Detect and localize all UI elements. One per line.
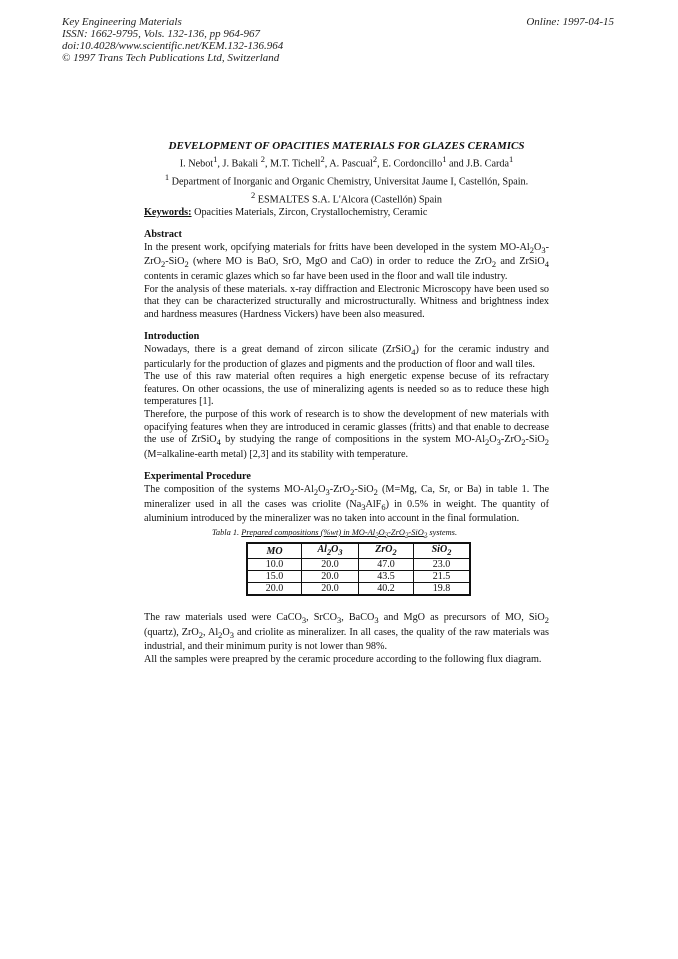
journal-name: Key Engineering Materials (62, 16, 182, 28)
table-cell: 20.0 (302, 571, 359, 583)
column-header-mo: MO (247, 543, 302, 559)
table-cell: 20.0 (247, 583, 302, 596)
keywords-line (144, 207, 549, 220)
introduction-paragraph-1: Nowadays, there is a great demand of zircon silicate (ZrSiO$_4$) for the ceramic industry and particularly for the production of glazes and pigments and the production of floor and wall tiles. (144, 343, 549, 370)
affiliation-1: $^1$ Department of Inorganic and Organic Chemistry, Universitat Jaume I, Castellón, Spain. (164, 171, 529, 187)
column-header-sio2: SiO$_2$ (414, 543, 471, 559)
keywords-label: Keywords: (144, 206, 192, 218)
table-row (247, 559, 470, 571)
introduction-heading: Introduction (144, 331, 200, 343)
column-header-zro2: ZrO$_2$ (359, 543, 414, 559)
journal-header (62, 16, 283, 64)
table-cell: 20.0 (302, 559, 359, 571)
experimental-paragraph-1: The composition of the systems $MO-Al_2O_3-ZrO_2-SiO_2$ (M=Mg, Ca, Sr, or Ba) in table 1. The mineralizer used in all the cases was criolite $(Na_3AlF_6)$ in 0.5% in weight. The quantity of aluminium introduced by the mineralizer was no taken into account in the final formulation. (144, 483, 549, 525)
experimental-paragraph-3: All the samples were preapred by the ceramic procedure according to the following flux diagram. (144, 653, 542, 665)
introduction-paragraph-3: Therefore, the purpose of this work of research is to show the development of new materials with opacifying features when they are introduced in ceramic glasses (fritts) and that enable to decrease the use of ZrSiO$_4$ by studying the range of compositions in the system $MO-Al_2O_3-ZrO_2-SiO_2$ (M=alkaline-earth metal) [2,3] and its stability with temperature. (144, 408, 550, 460)
table-cell: 15.0 (247, 571, 302, 583)
keywords-text: Opacities Materials, Zircon, Crystallochemistry, Ceramic (191, 206, 428, 218)
copyright-line: © 1997 Trans Tech Publications Ltd, Switzerland (62, 52, 280, 64)
table-header-row (247, 543, 470, 559)
table-cell: 19.8 (414, 583, 471, 596)
title-block (144, 140, 549, 207)
abstract-paragraph-2: For the analysis of these materials. x-ray diffraction and Electronic Microscopy have been used so that they can be characterized structurally and microstructurally. Whitness and brightness index and hardness measures (Hardness Vickers) have been also measured. (144, 283, 549, 320)
paper-body (144, 140, 549, 667)
table-row (247, 583, 470, 596)
table-cell: 43.5 (359, 571, 414, 583)
abstract-paragraph-1: In the present work, opcifying materials for fritts have been developed in the system $MO-Al_2O_3-ZrO_2-SiO_2$ (where MO is BaO, SrO, MgO and CaO) in order to reduce the ZrO$_2$ and ZrSiO$_4$ contents in ceramic glazes which so far have been used in the floor and wall tile industry. (144, 241, 549, 282)
table-row (247, 571, 470, 583)
table-caption: Tabla 1. Prepared compositions (%wt) in $MO-Al_2O_3-ZrO_2-SiO_2$ systems. (212, 527, 458, 540)
composition-table (246, 542, 471, 596)
paper-title: DEVELOPMENT OF OPACITIES MATERIALS FOR GLAZES CERAMICS (168, 140, 525, 152)
table-cell: 23.0 (414, 559, 471, 571)
experimental-heading: Experimental Procedure (144, 471, 251, 483)
issn-line: ISSN: 1662-9795, Vols. 132-136, pp 964-967 (62, 28, 260, 40)
doi-line: doi:10.4028/www.scientific.net/KEM.132-136.964 (62, 40, 284, 52)
table-cell: 47.0 (359, 559, 414, 571)
online-date: Online: 1997-04-15 (526, 16, 614, 28)
abstract-heading: Abstract (144, 229, 182, 241)
column-header-al2o3: $Al_2O_3$ (302, 543, 359, 559)
table-cell: 21.5 (414, 571, 471, 583)
affiliation-2: $^2$ ESMALTES S.A. L'Alcora (Castellón) Spain (250, 189, 443, 205)
table-cell: 20.0 (302, 583, 359, 596)
experimental-paragraph-2: The raw materials used were CaCO$_3$, SrCO$_3$, BaCO$_3$ and MgO as precursors of MO, SiO$_2$ (quartz), ZrO$_2$, $Al_2O_3$ and criolite as mineralizer. In all cases, the quality of the raw materials was industrial, and their minimum purity is not lower than 98%. (144, 612, 550, 653)
table-cell: 10.0 (247, 559, 302, 571)
author-list: I. Nebot$^1$, J. Bakali $^2$, M.T. Tichell$^2$, A. Pascual$^2$, E. Cordoncillo$^1$ and J.B. Carda$^1$ (179, 153, 514, 169)
introduction-paragraph-2: The use of this raw material often requires a high energetic expense becuse of its refractary features. On other ocassions, the use of mineralizing agents is needed so as to reduce these high temperatures [1]. (144, 371, 549, 408)
table-cell: 40.2 (359, 583, 414, 596)
